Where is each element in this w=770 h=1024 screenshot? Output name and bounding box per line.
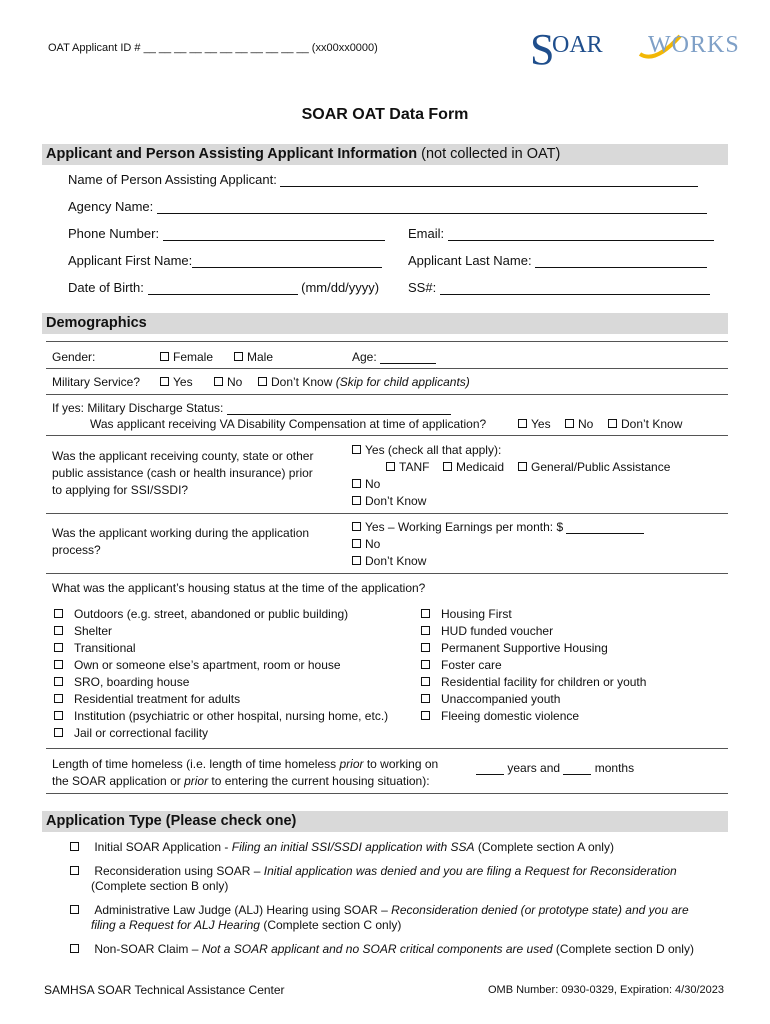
assisting-name-row — [68, 172, 698, 187]
text-part: (Complete section D only) — [552, 942, 694, 956]
option-label: Don’t Know — [365, 494, 427, 508]
text-part: the SOAR application or — [52, 774, 185, 788]
text-part: (Complete section A only) — [474, 840, 614, 854]
option-label: No — [365, 477, 381, 491]
soar-works-logo — [530, 26, 740, 76]
assisting-name-field[interactable] — [280, 174, 698, 187]
phone-label: Phone Number: — [68, 226, 160, 241]
text-part: Reconsideration using SOAR – — [94, 864, 264, 878]
housing-status-option[interactable] — [54, 674, 388, 691]
dob-label: Date of Birth: — [68, 280, 144, 295]
option-label: No — [578, 417, 594, 431]
form-title: SOAR OAT Data Form — [301, 106, 469, 123]
text-part: (Complete section C only) — [259, 918, 402, 932]
working-dont-know-option[interactable] — [352, 554, 426, 568]
text-part: Initial SOAR Application - — [94, 840, 232, 854]
option-label: Yes — [173, 375, 193, 389]
working-no-option[interactable] — [352, 537, 380, 551]
agency-row — [68, 199, 707, 214]
text-part: Not a SOAR applicant and no SOAR critical components are used — [201, 942, 553, 956]
checkbox-icon[interactable] — [386, 462, 395, 471]
divider — [46, 394, 728, 395]
medicaid-option[interactable] — [443, 460, 504, 474]
option-label: SRO, boarding house — [74, 675, 190, 689]
text-part: (Complete section B only) — [91, 879, 229, 893]
va-dont-know-option[interactable] — [608, 417, 682, 431]
checkbox-icon[interactable] — [54, 728, 63, 737]
divider — [46, 341, 728, 342]
divider — [46, 368, 728, 369]
housing-status-option[interactable] — [421, 640, 646, 657]
military-no-option[interactable] — [214, 375, 242, 389]
text-part: filing a Request for ALJ Hearing — [91, 918, 260, 932]
option-label: Yes (check all that apply): — [365, 443, 502, 457]
option-label: Institution (psychiatric or other hospital, nursing home, etc.) — [74, 709, 389, 723]
question-line — [52, 756, 438, 773]
logo-soar-text: OAR — [552, 32, 603, 58]
va-no-option[interactable] — [565, 417, 593, 431]
text-part: prior — [184, 774, 209, 788]
question-line: public assistance (cash or health insurance) prior — [52, 466, 313, 480]
public-assist-question — [52, 448, 313, 499]
general-public-option[interactable] — [518, 460, 670, 474]
option-label: Permanent Supportive Housing — [441, 641, 608, 655]
last-name-field[interactable] — [535, 255, 707, 268]
ssn-label: SS#: — [408, 280, 437, 295]
earnings-field[interactable] — [566, 521, 644, 534]
checkbox-icon[interactable] — [54, 660, 63, 669]
housing-status-option[interactable] — [54, 708, 388, 725]
option-label: Transitional — [74, 641, 136, 655]
housing-status-option[interactable] — [421, 623, 646, 640]
checkbox-icon[interactable] — [70, 866, 79, 875]
text-part: to entering the current housing situation): — [208, 774, 430, 788]
checkbox-icon[interactable] — [160, 377, 169, 386]
section-note: (not collected in OAT) — [421, 146, 561, 162]
checkbox-icon[interactable] — [54, 711, 63, 720]
option-label: Don’t Know — [365, 554, 427, 568]
option-label: Don’t Know — [621, 417, 683, 431]
last-name-label: Applicant Last Name: — [408, 253, 532, 268]
option-label: Foster care — [441, 658, 502, 672]
app-type-non-soar-option[interactable] — [70, 942, 694, 956]
question-line: Was the applicant receiving county, state or other — [52, 449, 314, 463]
section-title: Application Type (Please check one) — [46, 813, 297, 829]
option-label: No — [365, 537, 381, 551]
checkbox-icon[interactable] — [352, 479, 361, 488]
checkbox-icon[interactable] — [421, 643, 430, 652]
ssn-row — [408, 280, 710, 295]
checkbox-icon[interactable] — [70, 905, 79, 914]
question-line — [52, 773, 438, 790]
months-field[interactable] — [563, 762, 591, 775]
option-label: Male — [247, 350, 274, 364]
checkbox-icon[interactable] — [352, 539, 361, 548]
homeless-question — [52, 756, 438, 790]
checkbox-icon[interactable] — [54, 677, 63, 686]
housing-status-option[interactable] — [54, 623, 388, 640]
email-row — [408, 226, 714, 241]
months-label: months — [594, 761, 635, 775]
years-field[interactable] — [476, 762, 504, 775]
housing-status-option[interactable] — [54, 606, 388, 623]
logo-works-text: WORKS — [648, 32, 740, 58]
gender-male-option[interactable] — [234, 350, 273, 364]
discharge-field[interactable] — [227, 402, 451, 415]
checkbox-icon[interactable] — [608, 419, 617, 428]
checkbox-icon[interactable] — [352, 496, 361, 505]
svg-text:S: S — [530, 26, 555, 74]
option-label: Residential facility for children or youth — [441, 675, 647, 689]
discharge-row — [52, 401, 451, 415]
gender-female-option[interactable] — [160, 350, 213, 364]
checkbox-icon[interactable] — [421, 711, 430, 720]
option-label: HUD funded voucher — [441, 624, 554, 638]
tanf-option[interactable] — [386, 460, 429, 474]
checkbox-icon[interactable] — [352, 522, 361, 531]
public-assist-dont-know-option[interactable] — [352, 494, 426, 508]
housing-left-list — [54, 606, 388, 742]
housing-status-option[interactable] — [54, 640, 388, 657]
age-field[interactable] — [380, 351, 436, 364]
divider — [46, 435, 728, 436]
dob-field[interactable] — [148, 282, 298, 295]
age-label: Age: — [352, 350, 377, 364]
checkbox-icon[interactable] — [565, 419, 574, 428]
option-label: Yes – Working Earnings per month: $ — [365, 520, 564, 534]
homeless-duration-row — [476, 761, 634, 775]
public-assist-no-option[interactable] — [352, 477, 380, 491]
va-yes-option[interactable] — [518, 417, 551, 431]
skip-note: (Skip for child applicants) — [335, 375, 470, 389]
last-name-row — [408, 253, 707, 268]
discharge-label: If yes: Military Discharge Status: — [52, 401, 224, 415]
checkbox-icon[interactable] — [54, 643, 63, 652]
housing-status-option[interactable] — [54, 691, 388, 708]
option-label: Don’t Know — [271, 375, 333, 389]
text-part: prior — [339, 757, 364, 771]
checkbox-icon[interactable] — [160, 352, 169, 361]
app-type-alj-option[interactable] — [70, 903, 689, 933]
first-name-label: Applicant First Name: — [68, 253, 193, 268]
text-part: Initial application was denied and you are filing a Request for Reconsideration — [263, 864, 677, 878]
housing-status-option[interactable] — [421, 606, 646, 623]
text-part: to working on — [363, 757, 439, 771]
option-label: Yes — [531, 417, 551, 431]
option-label: Jail or correctional facility — [74, 726, 209, 740]
checkbox-icon[interactable] — [352, 445, 361, 454]
option-label: General/Public Assistance — [531, 460, 671, 474]
first-name-row — [68, 253, 382, 268]
option-label: Fleeing domestic violence — [441, 709, 580, 723]
checkbox-icon[interactable] — [70, 944, 79, 953]
text-part: Administrative Law Judge (ALJ) Hearing using SOAR – — [94, 903, 392, 917]
working-question — [52, 525, 309, 559]
section-applicant-info-header — [42, 144, 728, 165]
option-label: Own or someone else’s apartment, room or house — [74, 658, 341, 672]
military-label: Military Service? — [52, 375, 141, 389]
footer-right: OMB Number: 0930-0329, Expiration: 4/30/2023 — [487, 984, 724, 996]
option-label: Unaccompanied youth — [441, 692, 561, 706]
years-and-label: years and — [507, 761, 561, 775]
housing-status-option[interactable] — [54, 725, 388, 742]
option-label: Outdoors (e.g. street, abandoned or public building) — [74, 607, 349, 621]
question-line: Was the applicant working during the application — [52, 526, 310, 540]
section-demographics-header — [42, 313, 728, 334]
housing-status-option[interactable] — [421, 657, 646, 674]
housing-question: What was the applicant’s housing status at the time of the application? — [52, 581, 426, 595]
option-label: Female — [173, 350, 214, 364]
option-label: Residential treatment for adults — [74, 692, 241, 706]
checkbox-icon[interactable] — [352, 556, 361, 565]
divider — [46, 513, 728, 514]
app-type-initial-option[interactable] — [70, 840, 614, 854]
public-assist-yes-option[interactable] — [352, 443, 501, 457]
question-line: process? — [52, 543, 101, 557]
section-title: Applicant and Person Assisting Applicant Information — [46, 146, 418, 162]
housing-status-option[interactable] — [421, 691, 646, 708]
option-label: TANF — [399, 460, 430, 474]
assisting-name-label: Name of Person Assisting Applicant: — [68, 172, 277, 187]
checkbox-icon[interactable] — [258, 377, 267, 386]
checkbox-icon[interactable] — [234, 352, 243, 361]
gender-label: Gender: — [52, 350, 96, 364]
section-application-type-header — [42, 811, 728, 832]
option-label: No — [227, 375, 243, 389]
military-dont-know-option[interactable] — [258, 375, 470, 389]
checkbox-icon[interactable] — [421, 609, 430, 618]
ssn-field[interactable] — [440, 282, 710, 295]
dob-row — [68, 280, 379, 295]
checkbox-icon[interactable] — [443, 462, 452, 471]
checkbox-icon[interactable] — [421, 694, 430, 703]
checkbox-icon[interactable] — [54, 694, 63, 703]
text-part: Non-SOAR Claim – — [94, 942, 202, 956]
military-yes-option[interactable] — [160, 375, 193, 389]
app-type-reconsideration-option[interactable] — [70, 864, 677, 894]
agency-field[interactable] — [157, 201, 707, 214]
question-line: to applying for SSI/SSDI? — [52, 483, 189, 497]
text-part: Filing an initial SSI/SSDI application with SSA — [231, 840, 475, 854]
checkbox-icon[interactable] — [70, 842, 79, 851]
checkbox-icon[interactable] — [421, 660, 430, 669]
agency-label: Agency Name: — [68, 199, 154, 214]
divider — [46, 748, 728, 749]
checkbox-icon[interactable] — [518, 419, 527, 428]
checkbox-icon[interactable] — [214, 377, 223, 386]
text-part: Length of time homeless (i.e. length of time homeless — [52, 757, 340, 771]
age-row — [352, 350, 436, 364]
email-label: Email: — [408, 226, 445, 241]
first-name-field[interactable] — [192, 255, 382, 268]
divider — [46, 793, 728, 794]
option-label: Housing First — [441, 607, 512, 621]
housing-right-list — [421, 606, 646, 725]
phone-field[interactable] — [163, 228, 385, 241]
checkbox-icon[interactable] — [421, 677, 430, 686]
va-question: Was applicant receiving VA Disability Compensation at time of application? — [90, 417, 487, 431]
option-label: Medicaid — [456, 460, 505, 474]
housing-status-option[interactable] — [54, 657, 388, 674]
checkbox-icon[interactable] — [54, 626, 63, 635]
footer-left: SAMHSA SOAR Technical Assistance Center — [44, 983, 285, 997]
checkbox-icon[interactable] — [518, 462, 527, 471]
divider — [46, 573, 728, 574]
section-title: Demographics — [46, 315, 147, 331]
oat-applicant-id-label: OAT Applicant ID # __ __ __ __ __ __ __ __ __ __ __ (xx00xx0000) — [48, 42, 378, 54]
housing-status-option[interactable] — [421, 674, 646, 691]
housing-status-option[interactable] — [421, 708, 646, 725]
email-field[interactable] — [448, 228, 714, 241]
checkbox-icon[interactable] — [421, 626, 430, 635]
text-part: Reconsideration denied (or prototype state) and you are — [391, 903, 689, 917]
option-label: Shelter — [74, 624, 113, 638]
checkbox-icon[interactable] — [54, 609, 63, 618]
working-yes-option[interactable] — [352, 520, 644, 534]
dob-format: (mm/dd/yyyy) — [301, 280, 380, 295]
phone-row — [68, 226, 385, 241]
